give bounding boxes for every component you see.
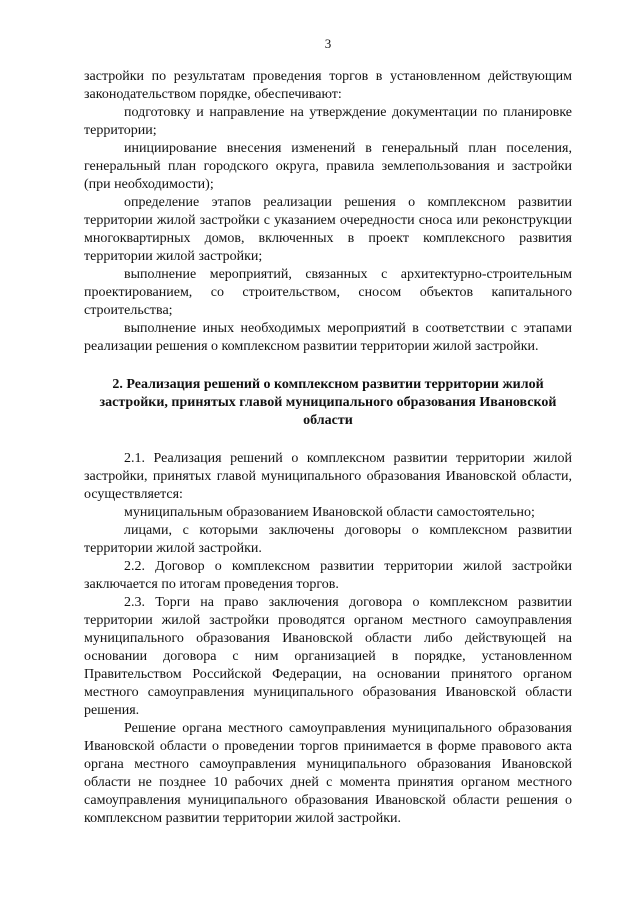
paragraph: Решение органа местного самоуправления муниципального образования Ивановской области о проведении торгов принимается в форме правового акта органа местного самоуправления муниципального образования Ивановской области не позднее 10 рабочих дней с момента принятия органом местного самоуправления муниципального образования Ивановской области решения о комплексном развитии территории жилой застройки.	[84, 721, 572, 826]
paragraph: подготовку и направление на утверждение документации по планировке территории;	[84, 105, 572, 138]
paragraph: выполнение иных необходимых мероприятий в соответствии с этапами реализации решения о комплексном развитии территории жилой застройки.	[84, 321, 572, 354]
paragraph: инициирование внесения изменений в генеральный план поселения, генеральный план городского округа, правила землепользования и застройки (при необходимости);	[84, 141, 572, 192]
paragraph: муниципальным образованием Ивановской области самостоятельно;	[124, 505, 535, 520]
page-number: 3	[324, 36, 332, 51]
paragraph: выполнение мероприятий, связанных с архитектурно-строительным проектированием, со строительством, сносом объектов капитального строительства;	[84, 267, 572, 318]
paragraph: 2.1. Реализация решений о комплексном развитии территории жилой застройки, принятых главой муниципального образования Ивановской области, осуществляется:	[84, 451, 572, 502]
paragraph: 2.2. Договор о комплексном развитии территории жилой застройки заключается по итогам проведения торгов.	[84, 559, 572, 592]
paragraph: лицами, с которыми заключены договоры о комплексном развитии территории жилой застройки.	[84, 523, 572, 556]
paragraph: застройки по результатам проведения торгов в установленном действующим законодательством порядке, обеспечивают:	[84, 69, 572, 102]
paragraph: 2.3. Торги на право заключения договора о комплексном развитии территории жилой застройки проводятся органом местного самоуправления муниципального образования Ивановской области либо действующей на основании договора с ним организацией в порядке, установленном Правительством Российской Федерации, на основании принятого органом местного самоуправления муниципального образования Ивановской области решения.	[84, 595, 572, 718]
paragraph: определение этапов реализации решения о комплексном развитии территории жилой застройки с указанием очередности сноса или реконструкции многоквартирных домов, включенных в проект комплексного развития территории жилой застройки;	[84, 195, 572, 264]
section-heading: 2. Реализация решений о комплексном развитии территории жилой застройки, принятых главой муниципального образования Ивановской области	[99, 377, 557, 428]
document-body	[84, 68, 572, 828]
